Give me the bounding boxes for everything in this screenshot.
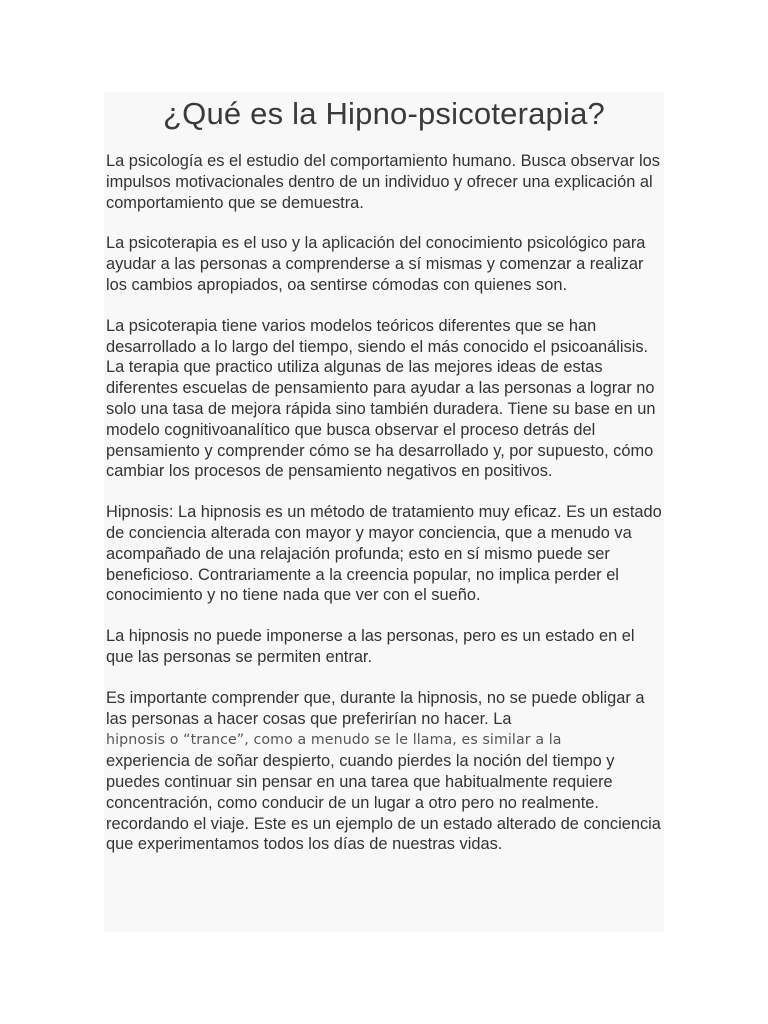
paragraph-psicologia: La psicología es el estudio del comportamiento humano. Busca observar los impulsos motivacionales dentro de un individuo y ofrecer una explicación al comportamiento que se demuestra.: [106, 152, 660, 212]
paragraph-hipnosis: Hipnosis: La hipnosis es un método de tratamiento muy eficaz. Es un estado de conciencia alterada con mayor y mayor conciencia, que a menudo va acompañado de una relajación profunda; esto en sí mismo puede ser beneficioso. Contrariamente a la creencia popular, no implica perder el conocimiento y no tiene nada que ver con el sueño.: [106, 503, 662, 605]
paragraph-importante-part2: hipnosis o “trance”, como a menudo se le llama, es similar a la: [106, 732, 562, 749]
paragraph-imponerse: La hipnosis no puede imponerse a las personas, pero es un estado en el que las personas se permiten entrar.: [106, 627, 635, 666]
paragraph-importante: [106, 688, 662, 855]
paragraph-psicoterapia: La psicoterapia es el uso y la aplicación del conocimiento psicológico para ayudar a las personas a comprenderse a sí mismas y comenzar a realizar los cambios apropiados, oa sentirse cómodas con quienes son.: [106, 234, 646, 294]
paragraph-importante-part3: experiencia de soñar despierto, cuando pierdes la noción del tiempo y puedes continuar sin pensar en una tarea que habitualmente requiere concentración, como conducir de un lugar a otro pero no realmente. recordando el viaje. Este es un ejemplo de un estado alterado de conciencia que experimentamos todos los días de nuestras vidas.: [106, 752, 661, 854]
paragraph-modelos-teoricos: La psicoterapia tiene varios modelos teóricos diferentes que se han desarrollado a lo largo del tiempo, siendo el más conocido el psicoanálisis. La terapia que practico utiliza algunas de las mejores ideas de estas diferentes escuelas de pensamiento para ayudar a las personas a lograr no solo una tasa de mejora rápida sino también duradera. Tiene su base en un modelo cognitivoanalítico que busca observar el proceso detrás del pensamiento y comprender cómo se ha desarrollado y, por supuesto, cómo cambiar los procesos de pensamiento negativos en positivos.: [106, 316, 656, 481]
paragraph-importante-part1: Es importante comprender que, durante la hipnosis, no se puede obligar a las personas a hacer cosas que preferirían no hacer. La: [106, 688, 645, 728]
article-title: ¿Qué es la Hipno-psicoterapia?: [163, 96, 605, 131]
article-block: [104, 92, 664, 932]
